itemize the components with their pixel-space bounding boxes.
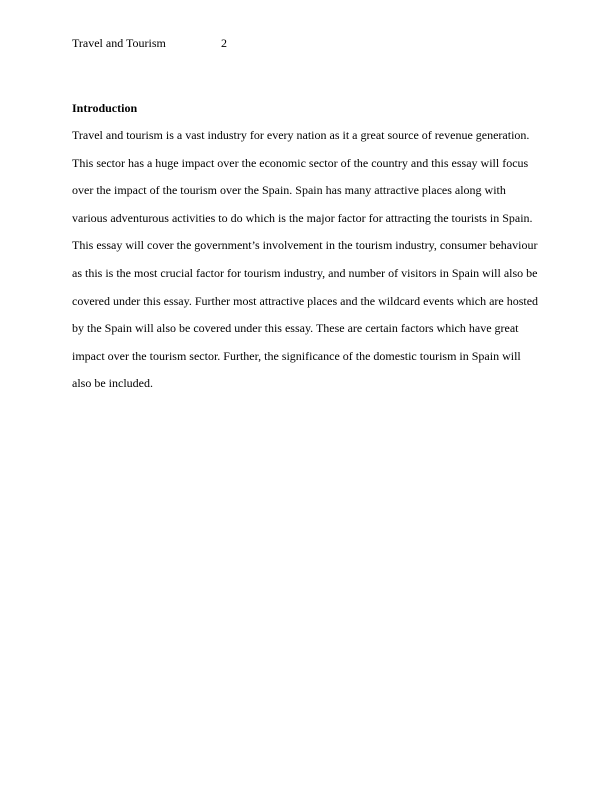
paragraph-line: various adventurous activities to do which is the major factor for attracting the tourists in Spain. — [72, 210, 533, 225]
paragraph-line: Travel and tourism is a vast industry for every nation as it a great source of revenue generation. — [72, 128, 530, 142]
paragraph-line: covered under this essay. Further most attractive places and the wildcard events which are hosted — [72, 293, 539, 308]
paragraph-line: This sector has a huge impact over the economic sector of the country and this essay will focus — [72, 155, 529, 170]
running-head-title: Travel and Tourism — [72, 36, 166, 50]
paragraph-line: impact over the tourism sector. Further, the significance of the domestic tourism in Spain will — [72, 348, 521, 363]
paragraph-line: also be included. — [72, 376, 153, 391]
page-header — [72, 36, 227, 50]
body-paragraph — [72, 127, 552, 403]
section-heading: Introduction — [72, 101, 138, 115]
page-number: 2 — [221, 36, 227, 50]
paragraph-line: by the Spain will also be covered under this essay. These are certain factors which have great — [72, 321, 519, 336]
paragraph-line: This essay will cover the government’s involvement in the tourism industry, consumer behaviour — [72, 238, 538, 253]
paragraph-line: over the impact of the tourism over the Spain. Spain has many attractive places along with — [72, 183, 506, 198]
paragraph-line: as this is the most crucial factor for tourism industry, and number of visitors in Spain will also be — [72, 265, 538, 280]
